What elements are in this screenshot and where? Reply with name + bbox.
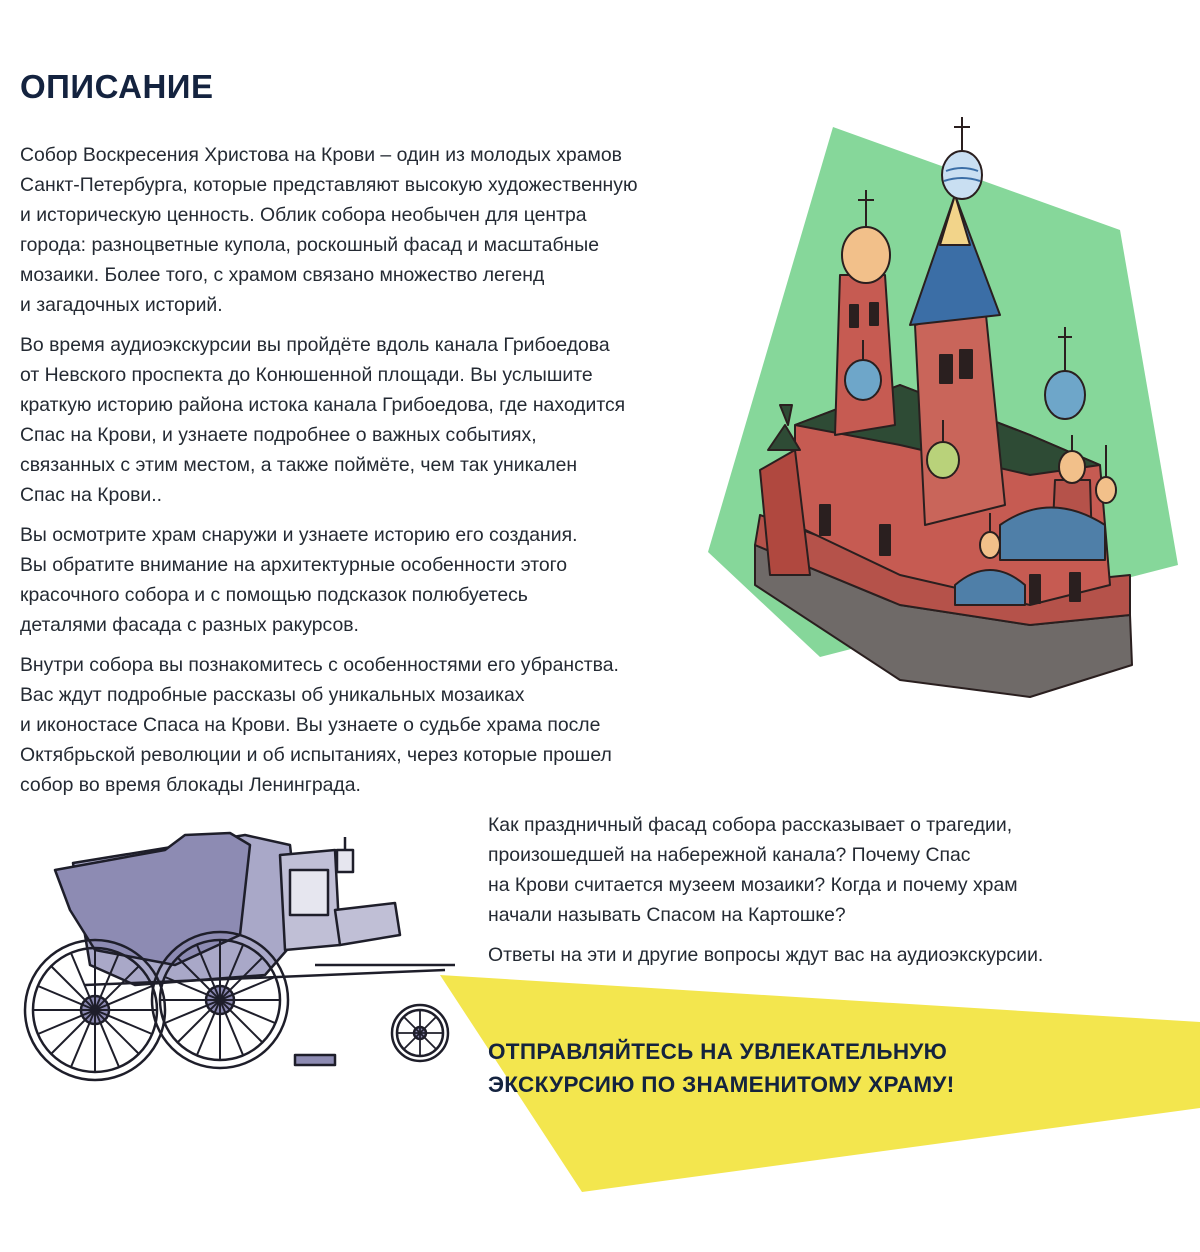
page-title: ОПИСАНИЕ: [20, 68, 214, 105]
description-paragraph-4: Внутри собора вы познакомитесь с особенностями его убранства. Вас ждут подробные рассказы об уникальных мозаиках и иконостасе Спаса на Крови. Вы узнаете о судьбе храма после Октябрьской революции и об испытаниях, через которые прошел собор во время блокады Ленинграда.: [20, 654, 619, 796]
answers-paragraph: Ответы на эти и другие вопросы ждут вас на аудиоэкскурсии.: [488, 944, 1044, 966]
call-to-action: ОТПРАВЛЯЙТЕСЬ НА УВЛЕКАТЕЛЬНУЮ ЭКСКУРСИЮ ПО ЗНАМЕНИТОМУ ХРАМУ!: [488, 1039, 955, 1097]
questions-paragraph: Как праздничный фасад собора рассказывает о трагедии, произошедшей на набережной канала? Почему Спас на Крови считается музеем мозаики? Когда и почему храм начали называть Спасом на Картошке?: [488, 814, 1018, 926]
description-text: [20, 140, 745, 810]
description-paragraph-1: Собор Воскресения Христова на Крови – один из молодых храмов Санкт-Петербурга, которые представляют высокую художественную и историческую ценность. Облик собора необычен для центра города: разноцветные купола, роскошный фасад и масштабные мозаики. Более того, с храмом связано множество легенд и загадочных историй.: [20, 144, 638, 316]
description-paragraph-3: Вы осмотрите храм снаружи и узнаете историю его создания. Вы обратите внимание на архитектурные особенности этого красочного собора и с помощью подсказок полюбуетесь деталями фасада с разных ракурсов.: [20, 524, 578, 636]
description-paragraph-2: Во время аудиоэкскурсии вы пройдёте вдоль канала Грибоедова от Невского проспекта до Конюшенной площади. Вы услышите краткую историю района истока канала Грибоедова, где находится Спас на Крови, и узнаете подробнее о важных событиях, связанных с этим местом, а также поймёте, чем так уникален Спас на Крови..: [20, 334, 626, 506]
cathedral-illustration: [700, 105, 1190, 705]
carriage-illustration: [15, 815, 465, 1105]
questions-text: [488, 810, 1178, 980]
